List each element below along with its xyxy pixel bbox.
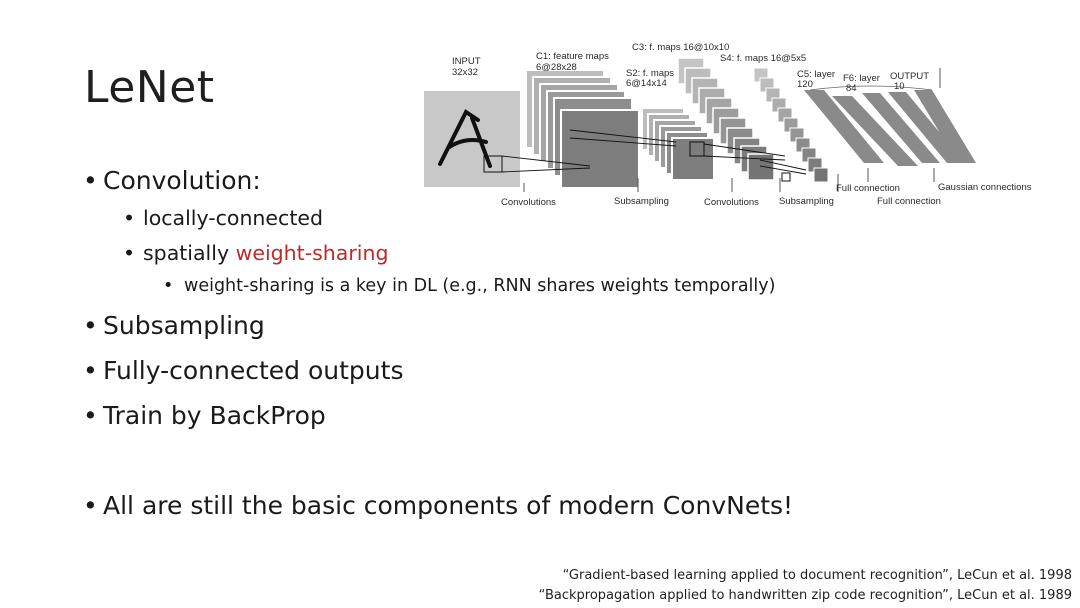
output-size: 10 bbox=[894, 81, 905, 92]
s2-label: S2: f. maps bbox=[626, 68, 675, 79]
bullet-subsampling bbox=[83, 311, 265, 340]
c1-label: C1: feature maps bbox=[536, 51, 609, 62]
bullet-text: Subsampling bbox=[103, 311, 265, 340]
c3-label: C3: f. maps 16@10x10 bbox=[632, 42, 730, 53]
s4-label: S4: f. maps 16@5x5 bbox=[720, 53, 807, 64]
c5-label: C5: layer bbox=[797, 69, 836, 80]
f6-size: 84 bbox=[846, 83, 857, 94]
slide-title: LeNet bbox=[84, 62, 215, 113]
s2-size: 6@14x14 bbox=[626, 78, 667, 89]
op-subsampling-2: Subsampling bbox=[779, 196, 834, 207]
bullet-text: weight-sharing is a key in DL (e.g., RNN shares weights temporally) bbox=[184, 276, 776, 296]
op-gaussian-connections: Gaussian connections bbox=[938, 182, 1032, 193]
input-label: INPUT bbox=[452, 56, 481, 67]
op-full-connection-2: Full connection bbox=[877, 196, 941, 207]
bullet-glyph: • bbox=[83, 401, 98, 430]
c5-size: 120 bbox=[797, 79, 813, 90]
f6-label: F6: layer bbox=[843, 73, 880, 84]
bullet-text: locally-connected bbox=[143, 206, 323, 230]
bullet-locally-connected bbox=[123, 206, 323, 230]
op-subsampling-1: Subsampling bbox=[614, 196, 669, 207]
bullet-fully-connected bbox=[83, 356, 403, 385]
bullet-text: Fully-connected outputs bbox=[103, 356, 404, 385]
fc-connection-curve bbox=[810, 86, 932, 90]
highlighted-text: weight-sharing bbox=[235, 241, 389, 265]
op-convolutions-1: Convolutions bbox=[501, 197, 556, 208]
bullet-glyph: • bbox=[123, 206, 136, 230]
bullet-summary bbox=[83, 491, 793, 520]
bullet-glyph: • bbox=[83, 491, 98, 520]
s4-receptive-field bbox=[782, 173, 790, 181]
bullet-glyph: • bbox=[83, 311, 98, 340]
op-full-connection-1: Full connection bbox=[836, 183, 900, 194]
bullet-glyph: • bbox=[83, 356, 98, 385]
bullet-text: All are still the basic components of modern ConvNets! bbox=[103, 491, 794, 520]
bullet-glyph: • bbox=[123, 241, 136, 265]
reference-2: “Backpropagation applied to handwritten zip code recognition”, LeCun et al. 1989 bbox=[538, 588, 1072, 603]
output-label: OUTPUT bbox=[890, 71, 930, 82]
bullet-text: Train by BackProp bbox=[103, 401, 326, 430]
c1-size: 6@28x28 bbox=[536, 62, 577, 73]
bullet-text: spatially bbox=[143, 241, 236, 265]
input-size: 32x32 bbox=[452, 67, 478, 78]
bullet-backprop bbox=[83, 401, 326, 430]
bullet-weight-sharing-note bbox=[163, 276, 775, 296]
bullet-convolution bbox=[83, 166, 261, 195]
bullet-glyph: • bbox=[83, 166, 98, 195]
bullet-glyph: • bbox=[163, 276, 174, 296]
bullet-weight-sharing bbox=[123, 241, 388, 265]
op-convolutions-2: Convolutions bbox=[704, 197, 759, 208]
references bbox=[539, 566, 1072, 606]
lenet-architecture-diagram bbox=[420, 38, 1080, 218]
reference-1: “Gradient-based learning applied to document recognition”, LeCun et al. 1998 bbox=[562, 568, 1072, 583]
bullet-text: Convolution: bbox=[103, 166, 261, 195]
